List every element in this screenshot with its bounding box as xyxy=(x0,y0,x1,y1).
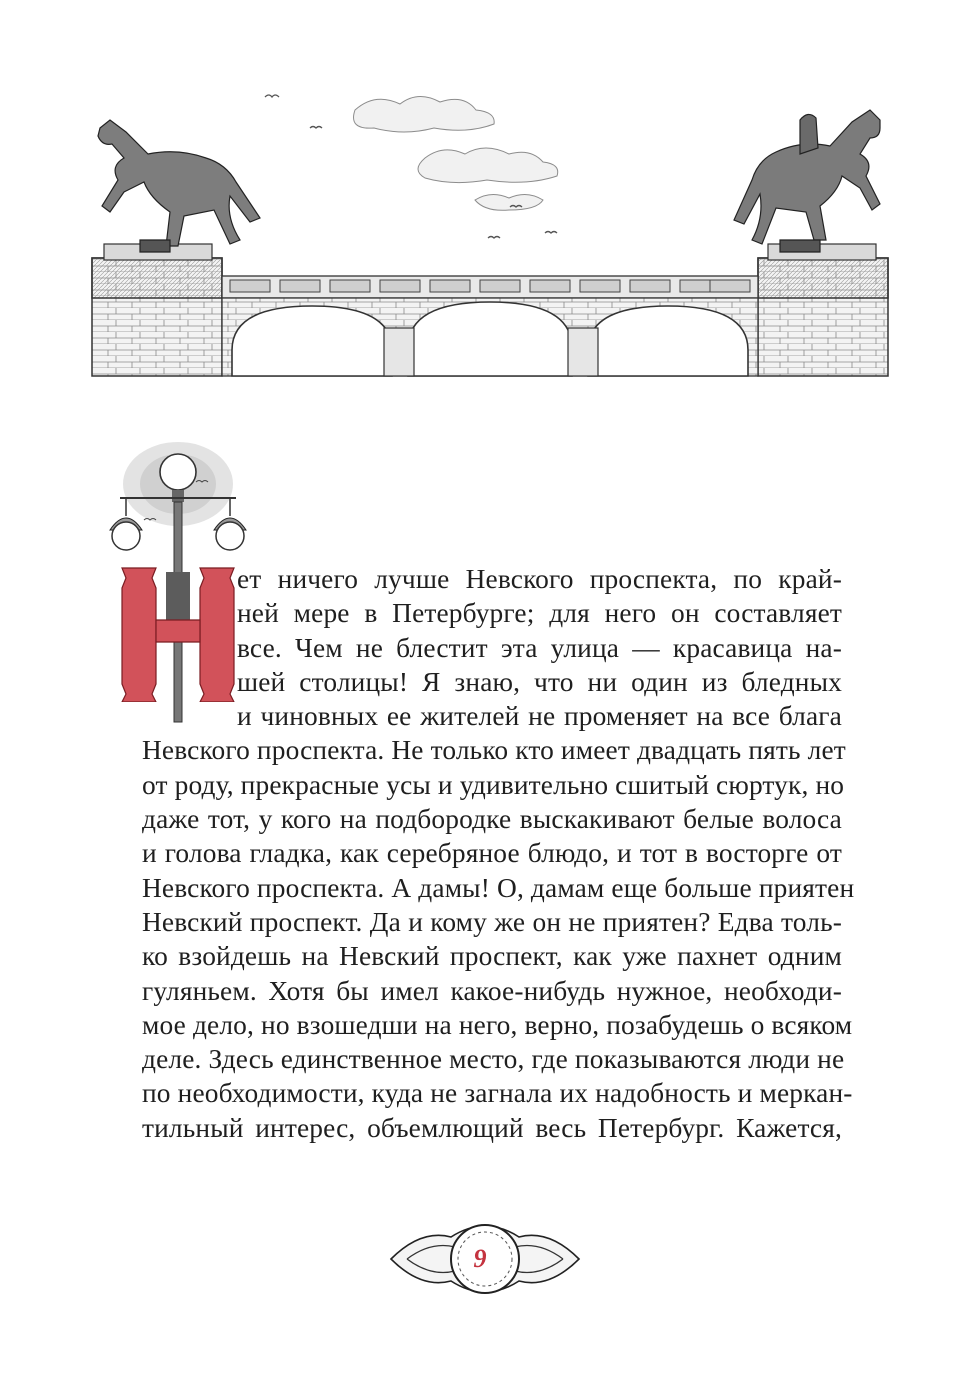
text-line: по необходимости, куда не загнала их надобность и меркан- xyxy=(142,1078,853,1109)
text-line: ней мере в Петербурге; для него он составляет xyxy=(237,598,842,629)
horse-statue-right-icon xyxy=(734,110,880,252)
text-line: и чиновных ее жителей не променяет на все блага xyxy=(237,701,842,732)
text-line: ко взойдешь на Невский проспект, как уже пахнет одним xyxy=(142,941,842,972)
page-number: 9 xyxy=(473,1244,487,1273)
clouds xyxy=(354,96,558,210)
body-text xyxy=(142,562,855,1145)
bridge-illustration xyxy=(80,80,900,395)
text-line: Невский проспект. Да и кому же он не приятен? Едва толь- xyxy=(142,906,842,937)
text-line: все. Чем не блестит эта улица — красавица на- xyxy=(237,632,842,663)
text-line: от роду, прекрасные усы и удивительно сшитый сюртук, но xyxy=(142,769,845,800)
text-line: тильный интерес, объемлющий весь Петербург. Кажется, xyxy=(142,1112,842,1143)
horse-statue-left-icon xyxy=(98,120,260,252)
text-line: Невского проспекта. Не только кто имеет двадцать пять лет xyxy=(142,735,846,766)
text-line: деле. Здесь единственное место, где показываются люди не xyxy=(142,1044,845,1075)
text-line: мое дело, но взошедши на него, верно, позабудешь о всяком xyxy=(142,1009,853,1040)
text-line: даже тот, у кого на подбородке выскакивают белые волоса xyxy=(142,804,842,835)
text-line: гуляньем. Хотя бы имел какое-нибудь нужное, необходи- xyxy=(142,975,842,1006)
text-line: и голова гладка, как серебряное блюдо, и тот в восторге от xyxy=(142,838,842,869)
text-line: ет ничего лучше Невского проспекта, по край- xyxy=(237,564,842,594)
text-line: Невского проспекта. А дамы! О, дамам еще больше приятен xyxy=(142,872,855,903)
text-line: шей столицы! Я знаю, что ни один из бледных xyxy=(237,666,842,697)
